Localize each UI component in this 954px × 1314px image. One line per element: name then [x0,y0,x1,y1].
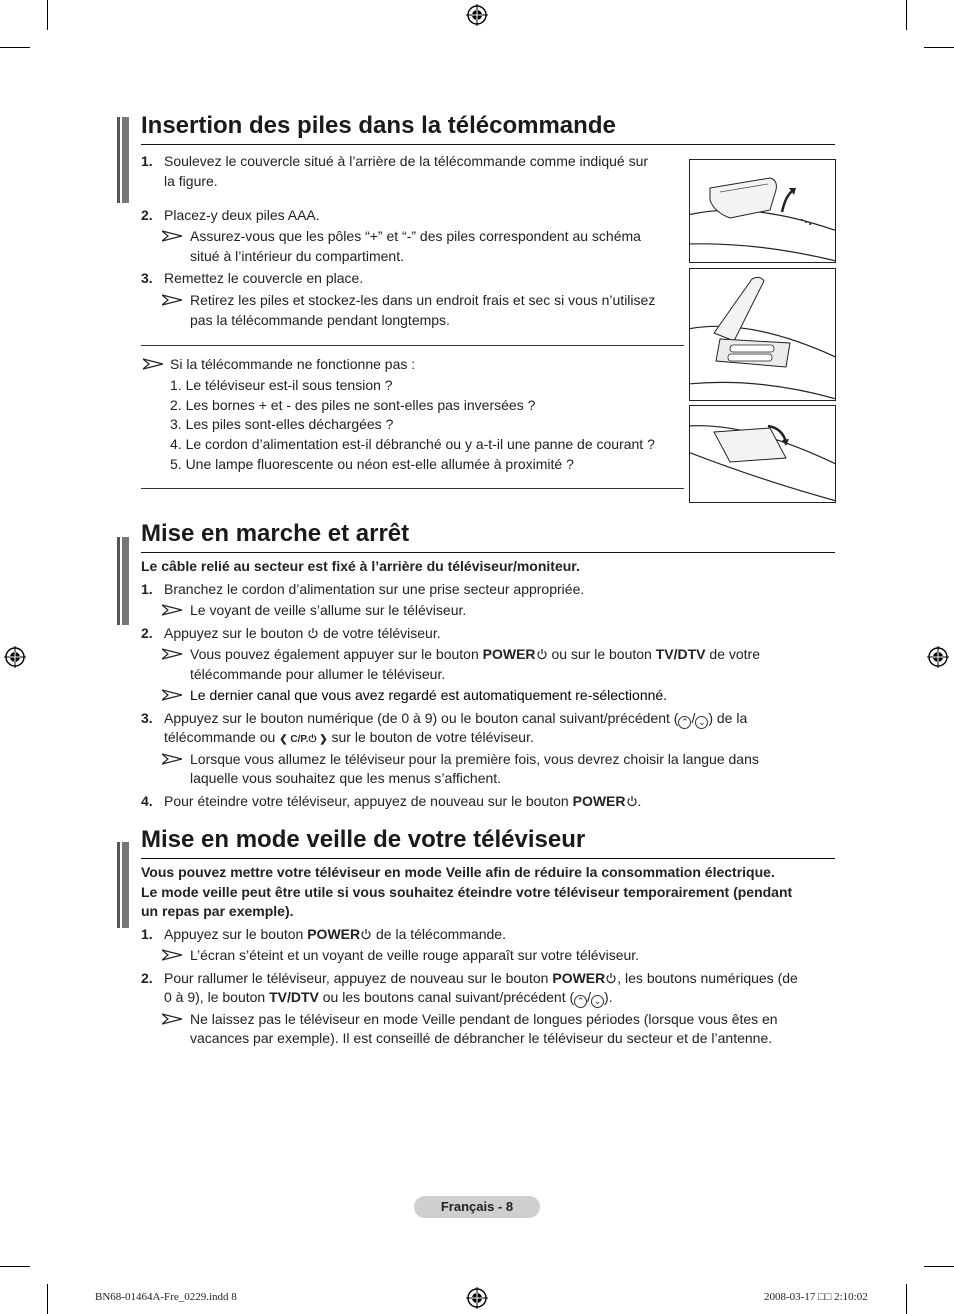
note-arrow-icon [162,753,182,765]
section-rule [141,144,835,145]
power-icon [307,627,319,639]
crop-mark [47,1284,48,1314]
section-title-batteries: Insertion des piles dans la télécommande [141,112,616,139]
registration-mark-icon [466,1287,488,1309]
power-icon [536,648,548,660]
power-icon [626,795,638,807]
step-text-part: 0 à 9), le bouton [164,989,266,1005]
troubleshoot-item: 5. Une lampe fluorescente ou néon est-elle allumée à proximité ? [170,456,574,472]
tvdtv-label: TV/DTV [269,989,319,1005]
note-text-part: ou sur le bouton [551,646,652,662]
note-text: Lorsque vous allumez le téléviseur pour la première fois, vous devrez choisir la langue dans [190,751,759,767]
note-arrow-icon [162,1013,182,1025]
step-text: Placez-y deux piles AAA. [164,207,320,223]
note-text-part: Vous pouvez également appuyer sur le bouton [190,646,479,662]
step-text: 0 à 9), le bouton TV/DTV ou les boutons canal suivant/précédent ( ⌃ / ⌄ ). [164,989,613,1006]
note-arrow-icon [162,230,182,242]
note-text: Retirez les piles et stockez-les dans un endroit frais et sec si vous n’utilisez [190,292,656,308]
step-text: Appuyez sur le bouton numérique (de 0 à 9) ou le bouton canal suivant/précédent ( ⌃ / ⌄ ) de la [164,710,748,727]
section-bar [117,537,129,625]
step-text: Branchez le cordon d’alimentation sur une prise secteur appropriée. [164,581,585,597]
step-text-part: , les boutons numériques (de [617,970,798,986]
step-number: 3. [141,710,153,726]
note-arrow-icon [162,294,182,306]
registration-mark-icon [466,4,488,26]
step-text-part: télécommande ou [164,729,276,745]
remote-illustration [690,269,835,400]
note-text: Assurez-vous que les pôles “+” et “-” des piles correspondent au schéma [190,228,641,244]
step-number: 4. [141,793,153,809]
crop-mark [906,1284,907,1314]
troubleshoot-item: 1. Le téléviseur est-il sous tension ? [170,377,393,393]
step-text-part: sur le bouton de votre téléviseur. [331,729,534,745]
note-text: télécommande pour allumer le téléviseur. [190,666,446,682]
power-icon [360,928,372,940]
note-text: Le voyant de veille s’allume sur le téléviseur. [190,602,467,618]
step-number: 2. [141,625,153,641]
step-text: Soulevez le couvercle situé à l’arrière de la télécommande comme indiqué sur [164,153,649,169]
remote-illustration [690,406,835,502]
crop-mark [0,1266,30,1267]
troubleshoot-intro: Si la télécommande ne fonctionne pas : [170,356,416,372]
step-text-part: Appuyez sur le bouton numérique (de 0 à 9) ou le bouton canal suivant/précédent ( [164,710,679,726]
figure-insert-batteries [689,268,836,401]
step-text-part: ) de la [708,710,748,726]
troubleshoot-item: 3. Les piles sont-elles déchargées ? [170,416,394,432]
step-text-part: . [637,793,642,809]
note-text: situé à l’intérieur du compartiment. [190,248,404,264]
section-intro: Le câble relié au secteur est fixé à l’arrière du téléviseur/moniteur. [141,558,580,574]
section-intro: un repas par exemple). [141,903,294,919]
step-number: 2. [141,207,153,223]
figure-open-cover [689,159,836,263]
registration-mark-icon [4,646,26,668]
channel-down-icon: ⌄ [695,716,708,729]
step-text-part: ). [604,989,613,1005]
step-number: 3. [141,270,153,286]
note-arrow-icon [162,689,182,701]
note-text: Ne laissez pas le téléviseur en mode Veille pendant de longues périodes (lorsque vous êtes en [190,1011,778,1027]
crop-mark [47,0,48,30]
note-text: L’écran s’éteint et un voyant de veille rouge apparaît sur votre téléviseur. [190,947,640,963]
power-label: POWER [482,646,536,662]
step-number: 1. [141,153,153,169]
step-number: 2. [141,970,153,986]
section-title-power: Mise en marche et arrêt [141,520,410,547]
power-label: POWER [572,793,626,809]
cp-label: C/P. [290,734,309,745]
step-text [164,925,506,944]
registration-mark-icon [927,646,949,668]
crop-mark [924,47,954,48]
remote-illustration [690,160,835,262]
channel-up-icon: ⌃ [574,995,587,1008]
power-label: POWER [307,926,361,942]
step-text-part: de la télécommande. [376,926,506,942]
note-text: vacances par exemple). Il est conseillé de débrancher le téléviseur du secteur et de l’antenne. [190,1030,773,1046]
step-number: 1. [141,926,153,942]
section-rule [141,858,835,859]
date-slug: 2008-03-17 □□ 2:10:02 [764,1291,868,1303]
channel-down-icon: ⌄ [591,995,604,1008]
step-number: 1. [141,581,153,597]
note-arrow-icon [162,604,182,616]
troubleshoot-item: 4. Le cordon d’alimentation est-il débranché ou y a-t-il une panne de courant ? [170,436,655,452]
tvdtv-label: TV/DTV [655,646,706,662]
cp-button-icon: ❮ C/P.⏻ ❯ [279,734,328,745]
note-arrow-icon [162,949,182,961]
section-intro: Le mode veille peut être utile si vous souhaitez éteindre votre téléviseur temporairement (pendant [141,884,793,900]
step-text-part: Pour rallumer le téléviseur, appuyez de nouveau sur le bouton [164,970,549,986]
crop-mark [0,47,30,48]
step-text [164,728,534,749]
note-arrow-icon [143,358,163,370]
step-text-part: Appuyez sur le bouton [164,625,304,641]
section-rule [141,552,835,553]
crop-mark [924,1266,954,1267]
step-text-part: Appuyez sur le bouton [164,926,304,942]
note-text: Le dernier canal que vous avez regardé est automatiquement re-sélectionné. [190,687,668,703]
note-text: laquelle vous souhaitez que les menus s’affichent. [190,770,502,786]
step-text [164,792,641,811]
note-text-part: de votre [709,646,760,662]
step-text-part: de votre téléviseur. [323,625,441,641]
section-intro: Vous pouvez mettre votre téléviseur en mode Veille afin de réduire la consommation électrique. [141,864,775,880]
section-bar [117,842,129,928]
step-text: la figure. [164,173,218,189]
channel-up-icon: ⌃ [678,716,691,729]
troubleshoot-item: 2. Les bornes + et - des piles ne sont-elles pas inversées ? [170,397,536,413]
note-arrow-icon [162,648,182,660]
step-text-part: Pour éteindre votre téléviseur, appuyez de nouveau sur le bouton [164,793,569,809]
section-title-standby: Mise en mode veille de votre téléviseur [141,826,586,853]
note-text [190,645,760,664]
step-text-part: ou les boutons canal suivant/précédent ( [322,989,575,1005]
figure-close-cover [689,405,836,503]
crop-mark [906,0,907,30]
step-text: Remettez le couvercle en place. [164,270,364,286]
note-text: pas la télécommande pendant longtemps. [190,312,450,328]
power-icon [605,972,617,984]
file-slug: BN68-01464A-Fre_0229.indd 8 [95,1291,237,1303]
step-text [164,624,441,643]
step-text [164,969,798,988]
power-label: POWER [552,970,606,986]
section-bar [117,117,129,203]
divider [141,488,684,489]
page-number-badge: Français - 8 [414,1196,540,1218]
divider [141,345,684,346]
